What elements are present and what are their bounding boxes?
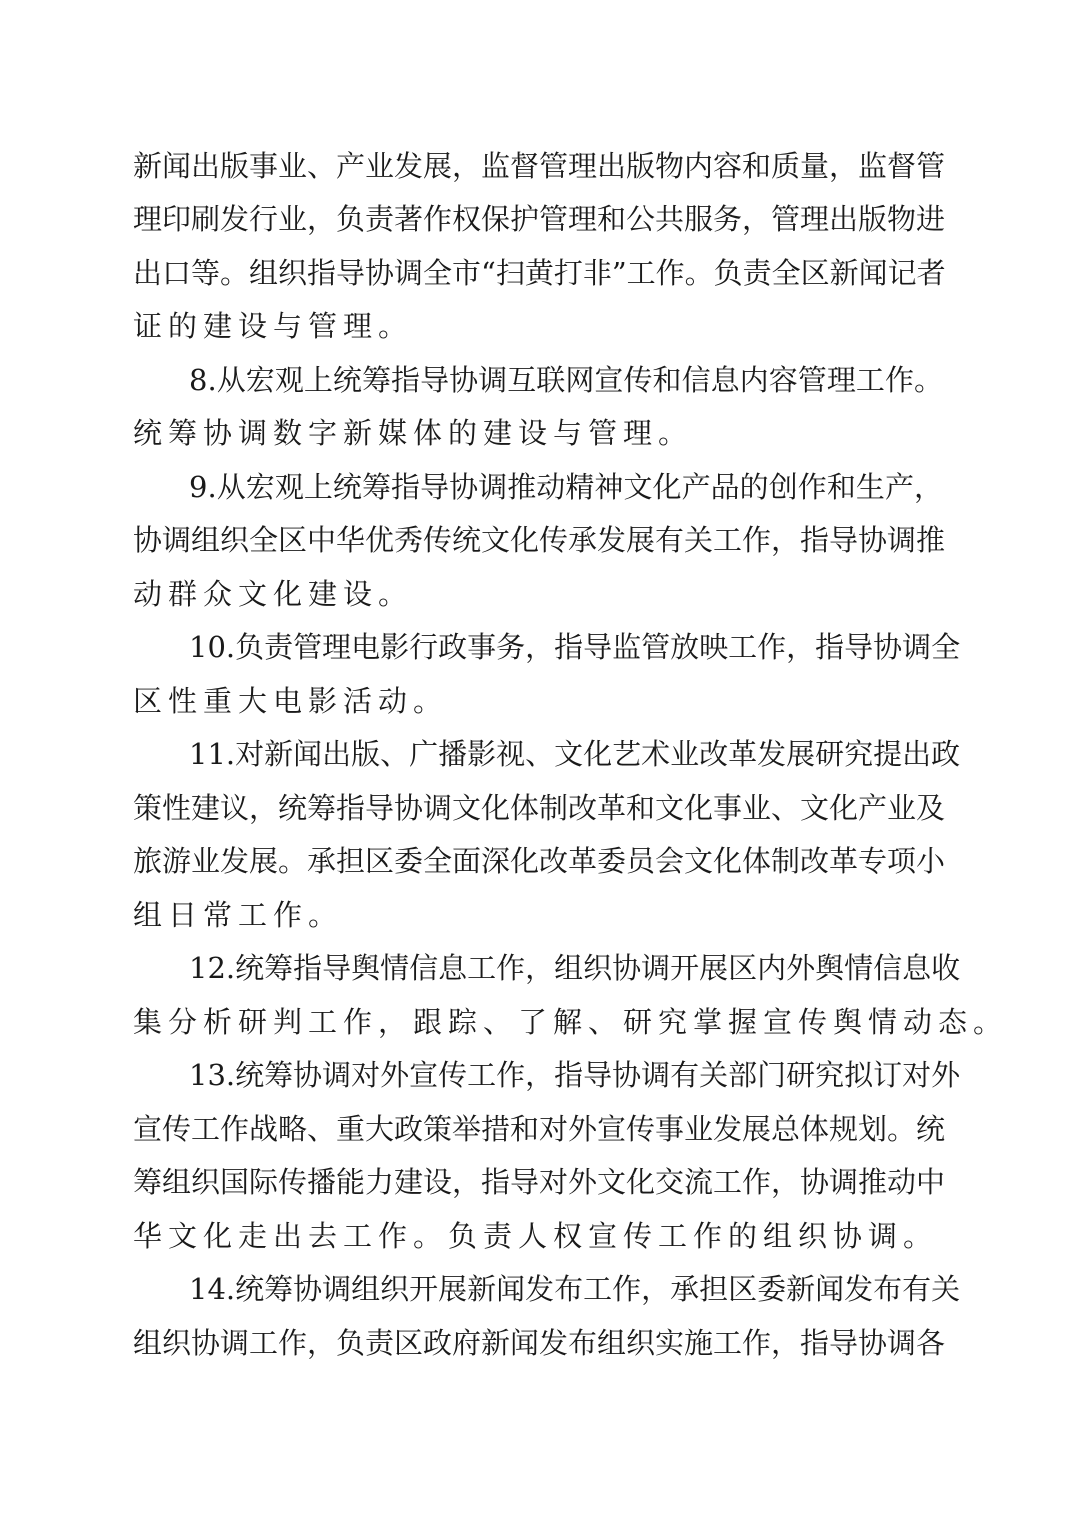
text-line: 策性建议，统筹指导协调文化体制改革和文化事业、文化产业及 <box>133 791 946 825</box>
text-line: 区性重大电影活动。 <box>133 684 449 718</box>
paragraph-first-line: 12.统筹指导舆情信息工作，组织协调开展区内外舆情信息收 <box>189 951 961 985</box>
paragraph-first-line: 8.从宏观上统筹指导协调互联网宣传和信息内容管理工作。 <box>189 363 943 397</box>
text-line: 证的建设与管理。 <box>133 309 414 343</box>
paragraph-first-line: 9.从宏观上统筹指导协调推动精神文化产品的创作和生产， <box>189 470 943 504</box>
text-line: 新闻出版事业、产业发展，监督管理出版物内容和质量，监督管 <box>133 149 946 183</box>
text-line: 集分析研判工作，跟踪、了解、研究掌握宣传舆情动态。 <box>133 1005 1009 1039</box>
text-line: 旅游业发展。承担区委全面深化改革委员会文化体制改革专项小 <box>133 844 946 878</box>
paragraph-first-line: 11.对新闻出版、广播影视、文化艺术业改革发展研究提出政 <box>189 737 961 771</box>
paragraph-first-line: 10.负责管理电影行政事务，指导监管放映工作，指导协调全 <box>189 630 961 664</box>
text-line: 出口等。组织指导协调全市“扫黄打非”工作。负责全区新闻记者 <box>133 256 946 290</box>
text-line: 统筹协调数字新媒体的建设与管理。 <box>133 416 694 450</box>
text-line: 动群众文化建设。 <box>133 577 414 611</box>
text-line: 筹组织国际传播能力建设，指导对外文化交流工作，协调推动中 <box>133 1165 946 1199</box>
text-line: 组日常工作。 <box>133 898 344 932</box>
text-line: 理印刷发行业，负责著作权保护管理和公共服务，管理出版物进 <box>133 202 946 236</box>
text-line: 华文化走出去工作。负责人权宣传工作的组织协调。 <box>133 1219 939 1253</box>
text-line: 组织协调工作，负责区政府新闻发布组织实施工作，指导协调各 <box>133 1326 946 1360</box>
paragraph-first-line: 14.统筹协调组织开展新闻发布工作，承担区委新闻发布有关 <box>189 1272 961 1306</box>
text-line: 宣传工作战略、重大政策举措和对外宣传事业发展总体规划。统 <box>133 1112 946 1146</box>
paragraph-first-line: 13.统筹协调对外宣传工作，指导协调有关部门研究拟订对外 <box>189 1058 961 1092</box>
text-line: 协调组织全区中华优秀传统文化传承发展有关工作，指导协调推 <box>133 523 946 557</box>
